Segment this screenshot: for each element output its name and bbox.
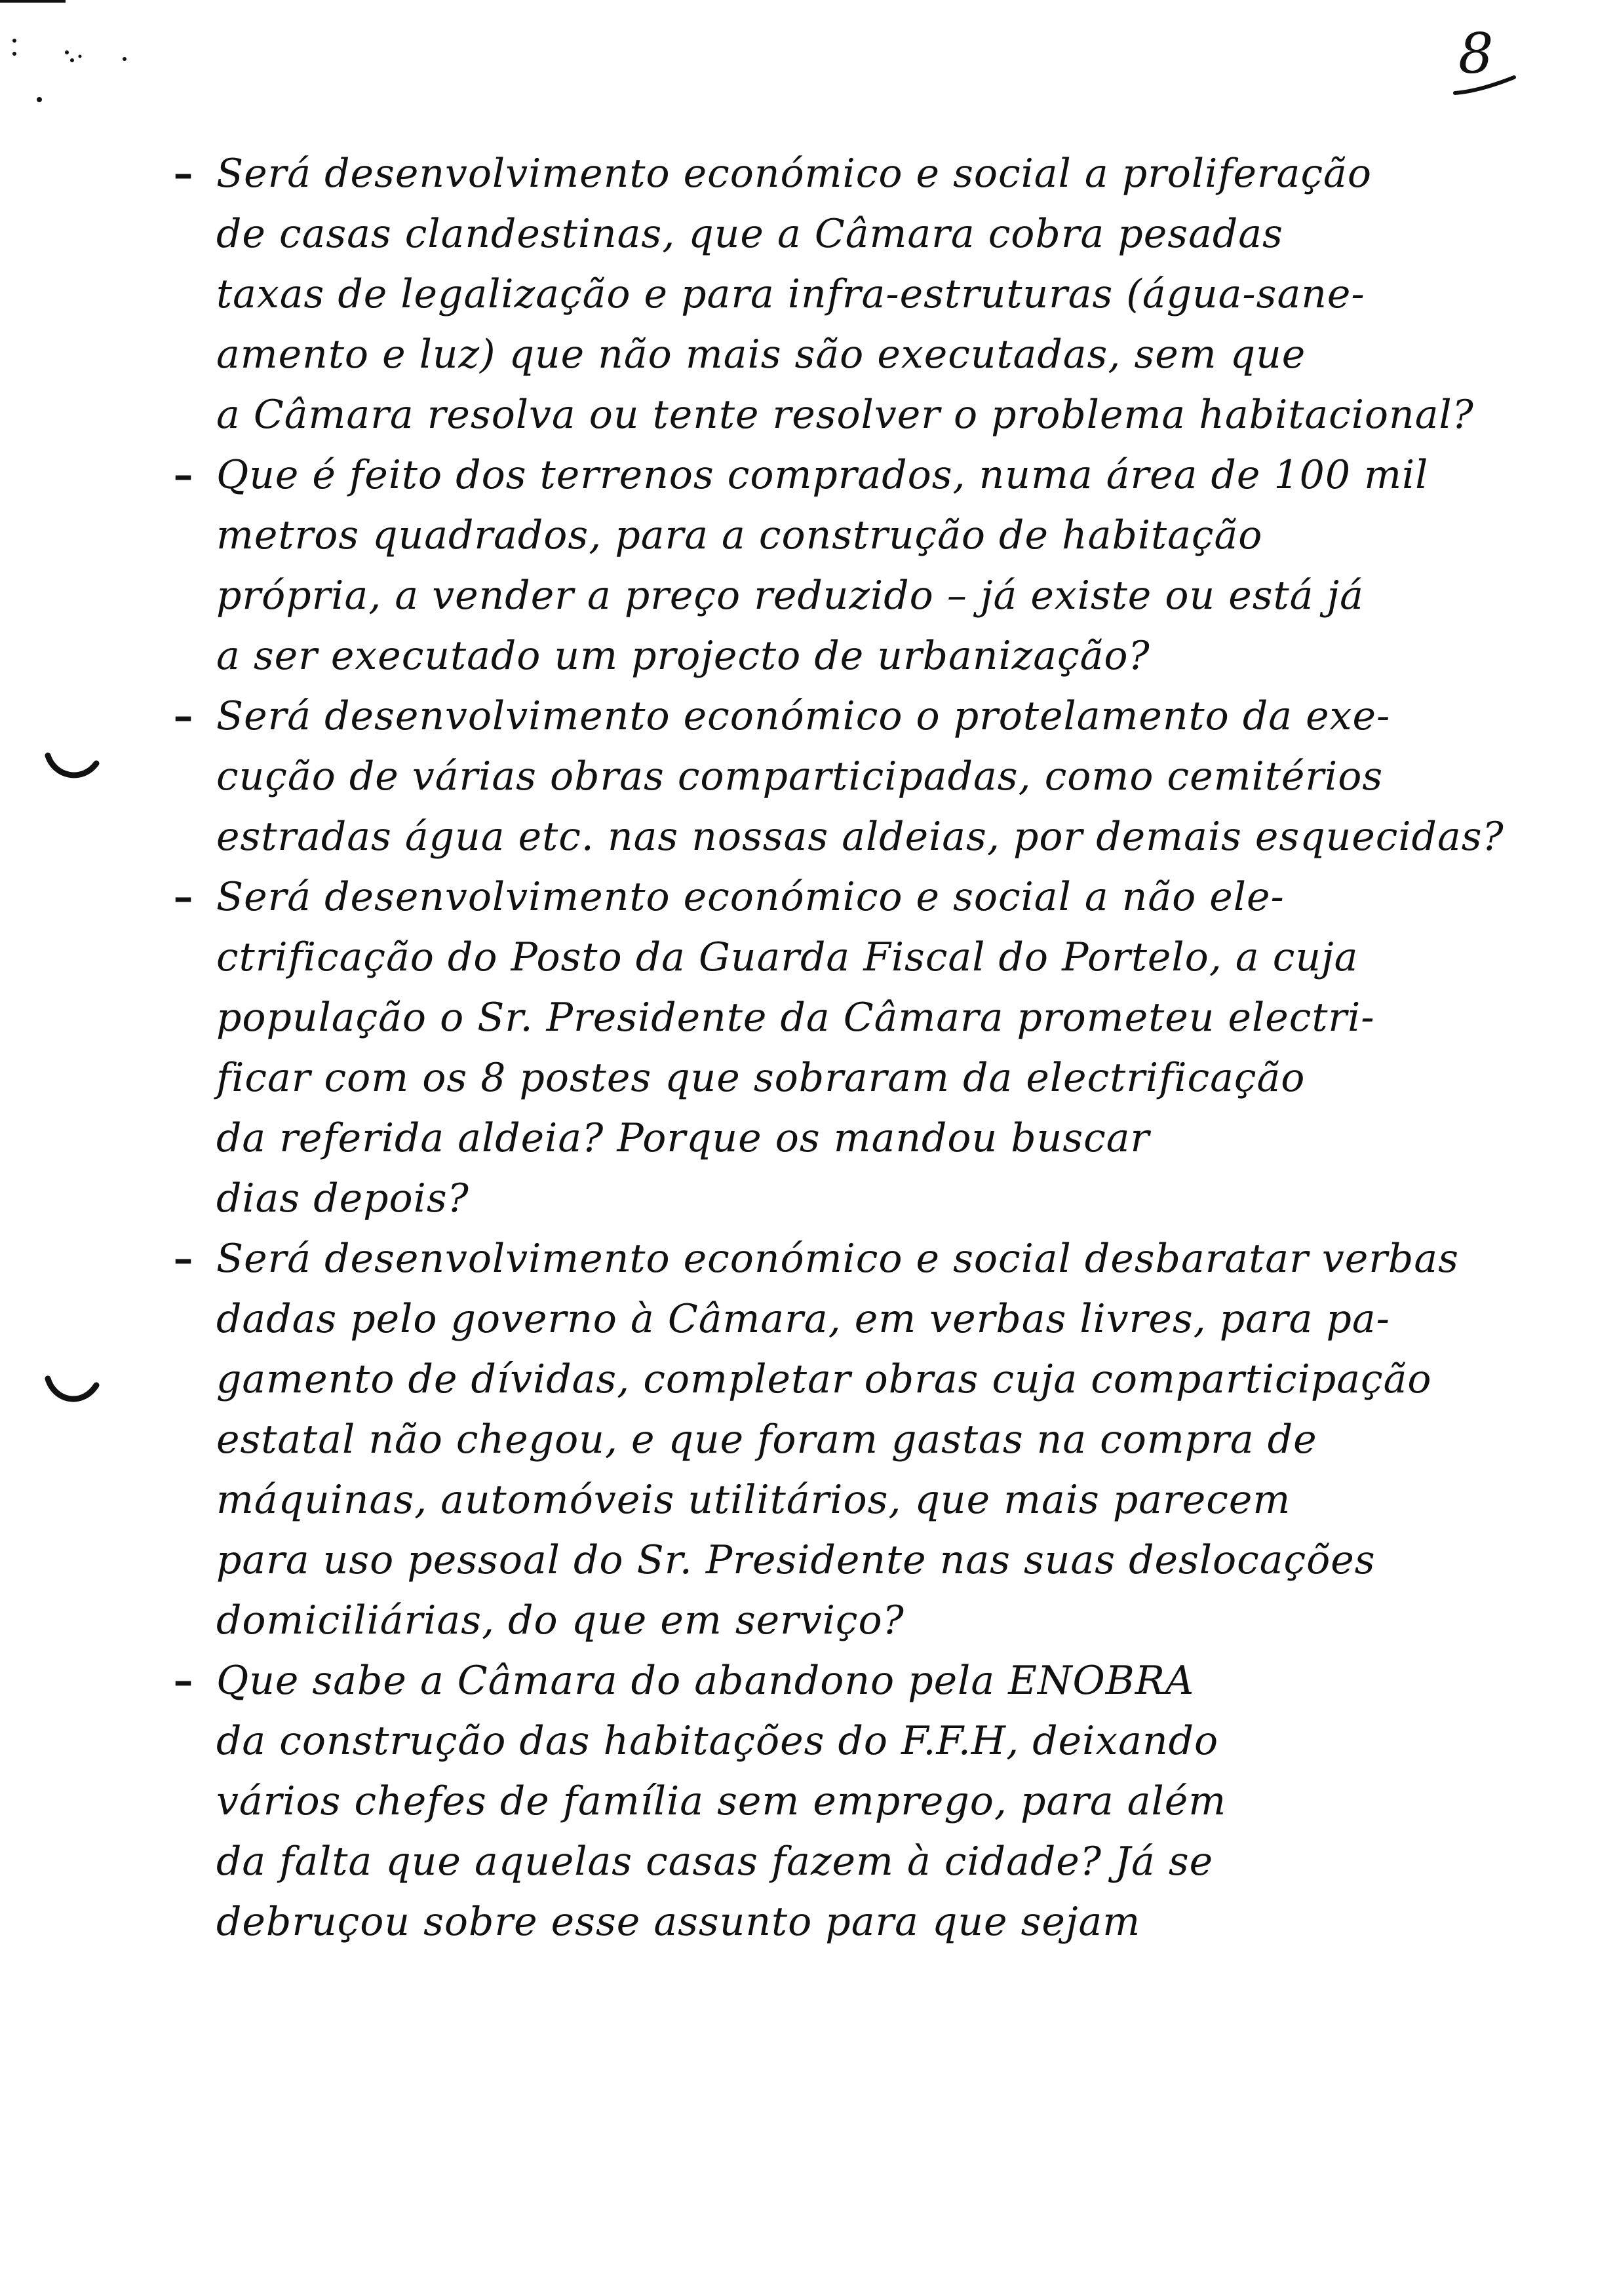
text-line <box>216 1715 1218 1767</box>
text-line <box>216 1052 1305 1104</box>
line-text: estradas água etc. nas nossas aldeias, por demais esquecidas? <box>216 814 1504 860</box>
text-line <box>216 1835 1213 1888</box>
page-number-slash <box>1452 73 1517 100</box>
text-line <box>216 328 1306 381</box>
text-line <box>173 871 1285 923</box>
line-text: Será desenvolvimento económico e social desbaratar verbas <box>216 1236 1459 1282</box>
text-line <box>216 268 1365 320</box>
text-line <box>216 1594 905 1647</box>
text-line <box>216 991 1375 1044</box>
text-line <box>216 1353 1431 1406</box>
line-text: estatal não chegou, e que foram gastas na compra de <box>216 1417 1317 1463</box>
text-line <box>216 389 1474 441</box>
line-text: a ser executado um projecto de urbanização? <box>216 633 1150 679</box>
line-text: população o Sr. Presidente da Câmara prometeu electri- <box>216 995 1375 1041</box>
bullet-dash: – <box>173 151 194 197</box>
line-text: gamento de dívidas, completar obras cuja comparticipação <box>216 1356 1432 1402</box>
text-line <box>216 811 1504 863</box>
bullet-dash: – <box>173 874 194 920</box>
scan-edge-rule <box>0 0 66 3</box>
page-number: 8 <box>1458 22 1494 86</box>
line-text: taxas de legalização e para infra-estruturas (água-sane- <box>216 271 1365 317</box>
line-text: vários chefes de família sem emprego, para além <box>216 1778 1227 1824</box>
line-text: Que é feito dos terrenos comprados, numa área de 100 mil <box>216 452 1429 498</box>
line-text: amento e luz) que não mais são executadas, sem que <box>216 332 1306 377</box>
text-line <box>173 147 1372 200</box>
text-line <box>216 1172 469 1225</box>
line-text: de casas clandestinas, que a Câmara cobra pesadas <box>216 211 1283 257</box>
line-text: Que sabe a Câmara do abandono pela ENOBRA <box>216 1658 1195 1704</box>
text-line <box>216 1112 1150 1164</box>
text-line <box>216 208 1283 260</box>
text-line <box>216 1474 1291 1526</box>
margin-hole-mark <box>43 744 102 790</box>
bullet-dash: – <box>173 693 194 739</box>
line-text: cução de várias obras comparticipadas, como cemitérios <box>216 754 1384 799</box>
line-text: debruçou sobre esse assunto para que sejam <box>216 1899 1141 1945</box>
text-line <box>216 1534 1376 1586</box>
line-text: ctrificação do Posto da Guarda Fiscal do Portelo, a cuja <box>216 934 1359 980</box>
line-text: máquinas, automóveis utilitários, que mais parecem <box>216 1477 1291 1523</box>
text-line <box>216 569 1364 622</box>
line-text: da referida aldeia? Porque os mandou buscar <box>216 1115 1150 1161</box>
bullet-dash: – <box>173 452 194 498</box>
text-line <box>173 1233 1459 1285</box>
text-line <box>216 1896 1140 1948</box>
line-text: ficar com os 8 postes que sobraram da electrificação <box>216 1055 1306 1101</box>
text-line <box>216 1293 1390 1345</box>
text-line <box>173 449 1429 501</box>
bullet-dash: – <box>173 1658 194 1704</box>
line-text: da falta que aquelas casas fazem à cidade? Já se <box>216 1839 1214 1885</box>
line-text: dadas pelo governo à Câmara, em verbas livres, para pa- <box>216 1296 1390 1342</box>
line-text: Será desenvolvimento económico e social a não ele- <box>216 874 1285 920</box>
line-text: própria, a vender a preço reduzido – já existe ou está já <box>216 573 1364 619</box>
line-text: para uso pessoal do Sr. Presidente nas suas deslocações <box>216 1537 1376 1583</box>
text-line <box>216 1775 1226 1827</box>
text-line <box>216 630 1150 682</box>
bullet-dash: – <box>173 1236 194 1282</box>
scan-specks <box>7 26 151 118</box>
margin-hole-mark <box>43 1369 102 1415</box>
line-text: Será desenvolvimento económico o protelamento da exe- <box>216 693 1391 739</box>
text-line <box>216 509 1262 562</box>
text-line <box>173 690 1391 742</box>
text-line <box>216 750 1383 803</box>
line-text: metros quadrados, para a construção de habitação <box>216 512 1263 558</box>
line-text: a Câmara resolva ou tente resolver o problema habitacional? <box>216 392 1474 438</box>
line-text: dias depois? <box>216 1176 469 1221</box>
line-text: domiciliárias, do que em serviço? <box>216 1598 905 1643</box>
text-line <box>216 1413 1317 1466</box>
line-text: da construção das habitações do F.F.H, deixando <box>216 1718 1219 1764</box>
text-line <box>216 931 1358 984</box>
text-line <box>173 1655 1195 1707</box>
line-text: Será desenvolvimento económico e social a proliferação <box>216 151 1372 197</box>
